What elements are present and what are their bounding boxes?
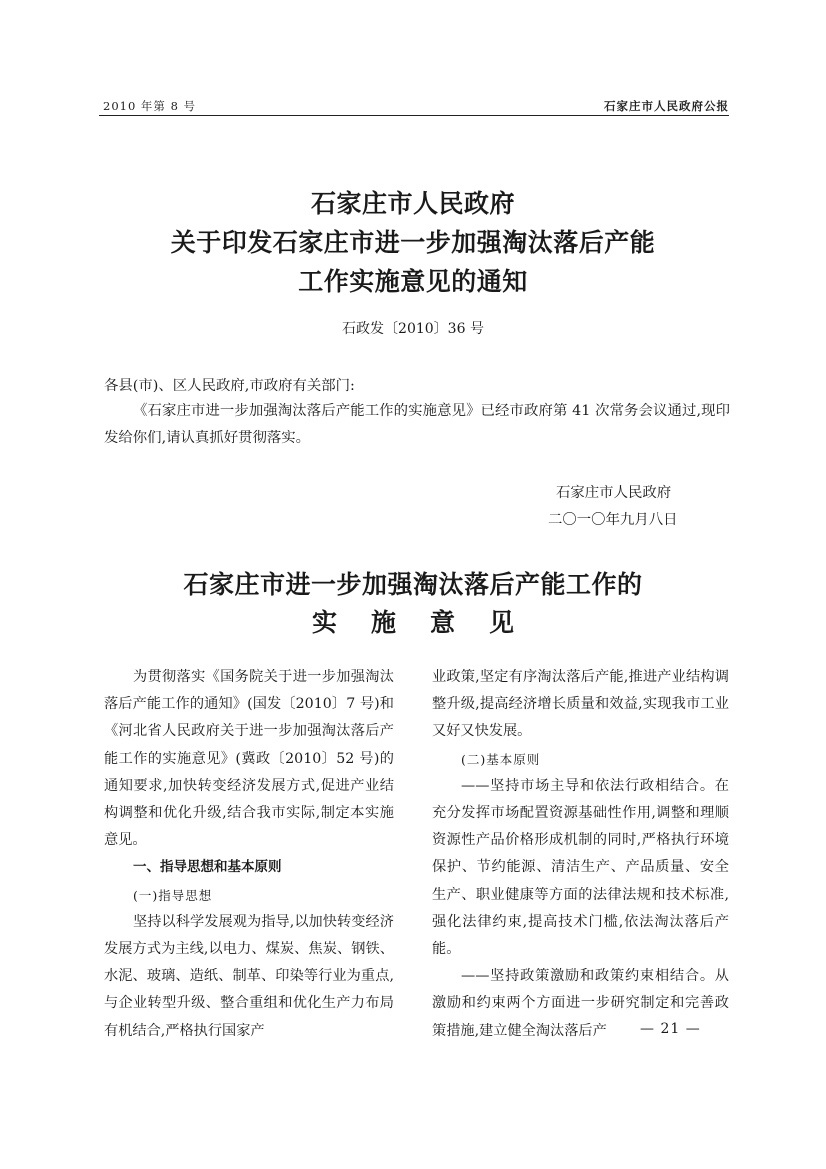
intro-paragraph: 为贯彻落实《国务院关于进一步加强淘汰落后产能工作的通知》(国发〔2010〕7 号)和《河北省人民政府关于进一步加强淘汰落后产能工作的实施意见》(冀政〔2010〕52 号)的通知要求,加快转变经济发展方式,促进产业结构调整和优化升级,结合我市实际,制定本实施意见。 [104,669,394,849]
salutation: 各县(市)、区人民政府,市政府有关部门: [104,378,355,394]
section-heading: 一、指导思想和基本原则 [133,859,282,876]
opinion-title [0,566,826,642]
opinion-title-line-2: 实施意见 [311,608,548,637]
continued-paragraph: 业政策,坚定有序淘汰落后产能,推进产业结构调整升级,提高经济增长质量和效益,实现我市工业又好又快发展。 [432,669,729,740]
header-divider [99,115,729,116]
guiding-ideology-paragraph: 坚持以科学发展观为指导,以加快转变经济发展方式为主线,以电力、煤炭、焦炭、钢铁、水泥、玻璃、造纸、制革、印染等行业为重点,与企业转型升级、整合重组和优化生产力布局有机结合,严格执行国家产 [104,913,394,1039]
notice-body: 《石家庄市进一步加强淘汰落后产能工作的实施意见》已经市政府第 41 次常务会议通过,现印发给你们,请认真抓好贯彻落实。 [104,403,730,446]
notice-title-line-1: 石家庄市人民政府 [310,189,515,218]
opinion-title-line-1: 石家庄市进一步加强淘汰落后产能工作的 [183,570,643,599]
issue-label: 2010 年第 8 号 [103,99,197,113]
principle-paragraph-1: ——坚持市场主导和依法行政相结合。在充分发挥市场配置资源基础性作用,调整和理顺资源性产品价格形成机制的同时,严格执行环境保护、节约能源、清洁生产、产品质量、安全生产、职业健康等方面的法律法规和技术标准,强化法律约束,提高技术门槛,依法淘汰落后产能。 [432,777,729,958]
notice-title-line-2: 关于印发石家庄市进一步加强淘汰落后产能 [170,228,656,257]
right-column [432,664,729,1045]
subsection-heading: (一)指导思想 [133,887,213,903]
principle-paragraph-2: ——坚持政策激励和政策约束相结合。从激励和约束两个方面进一步研究制定和完善政策措施,建立健全淘汰落后产 [432,968,729,1039]
running-header [99,96,729,114]
notice-title-line-3: 工作实施意见的通知 [298,267,528,296]
notice-title [0,184,826,301]
subsection-heading: (二)基本原则 [461,751,541,767]
document-number: 石政发〔2010〕36 号 [342,321,484,337]
page-number: — 21 — [640,1021,701,1037]
signature-organization: 石家庄市人民政府 [556,485,672,501]
publication-name: 石家庄市人民政府公报 [604,99,729,113]
left-column [104,664,394,1045]
signature-date: 二〇一〇年九月八日 [548,512,678,528]
